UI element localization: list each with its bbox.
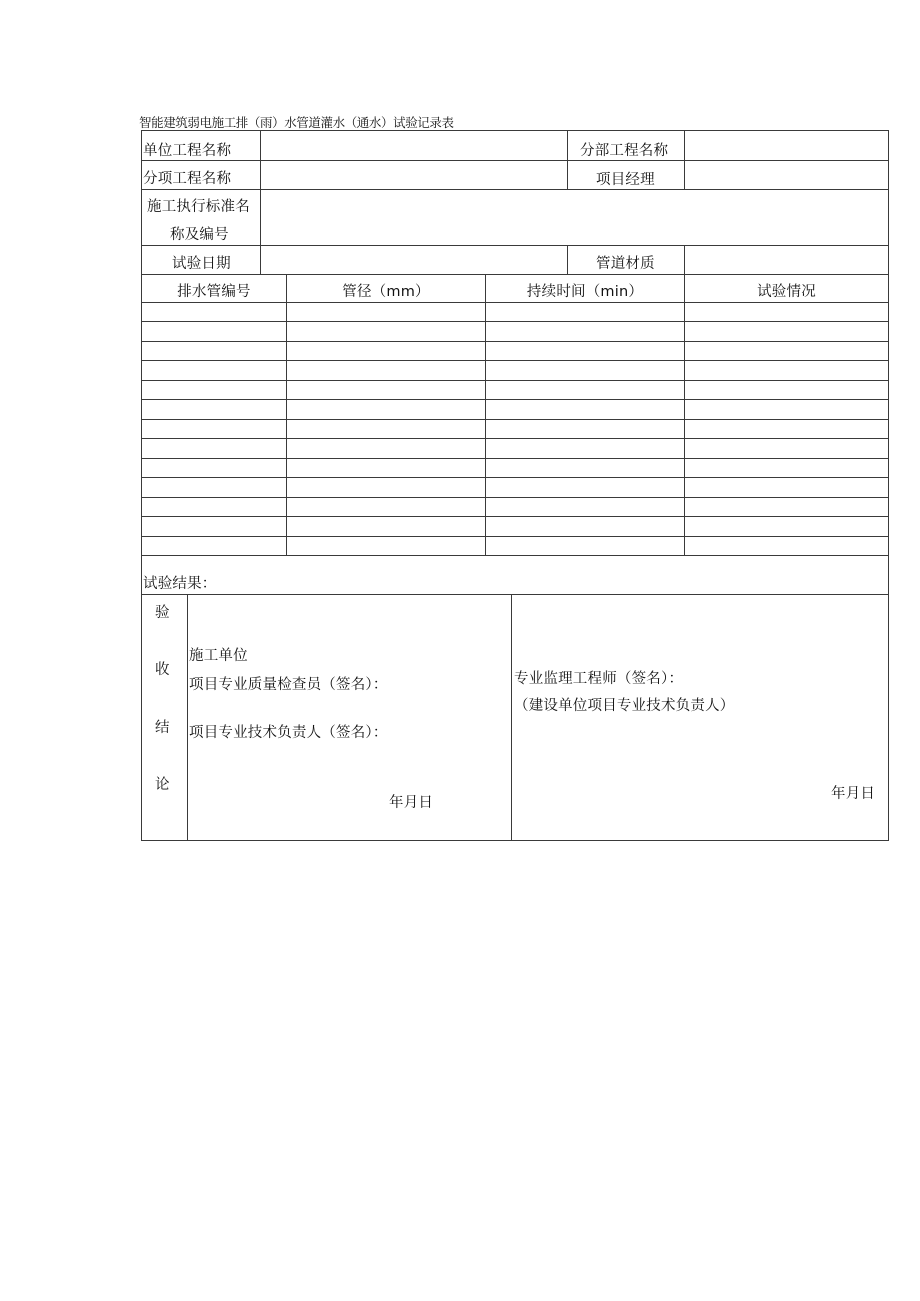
unit-project-field[interactable]	[264, 144, 564, 159]
pipe-material-label: 管道材质	[596, 256, 655, 272]
sub-project-label: 分部工程名称	[580, 143, 669, 159]
table-row[interactable]	[142, 400, 888, 419]
owner-note: （建设单位项目专业技术负责人）	[514, 698, 735, 714]
item-project-label: 分项工程名称	[143, 171, 232, 187]
sub-project-field[interactable]	[688, 144, 884, 159]
test-date-field[interactable]	[264, 257, 564, 272]
table-row[interactable]	[142, 478, 888, 497]
test-result-label: 试验结果：	[143, 576, 217, 592]
supervisor-signature[interactable]: 专业监理工程师（签名）：	[514, 671, 684, 687]
table-row[interactable]	[142, 381, 888, 399]
table-row[interactable]	[142, 342, 888, 360]
table-row[interactable]	[142, 439, 888, 458]
standard-label-line2: 称及编号	[170, 227, 229, 243]
col-header-test-status: 试验情况	[757, 284, 816, 300]
table-row[interactable]	[142, 517, 888, 536]
conclusion-char-4: 论	[155, 777, 170, 793]
standard-label-line1: 施工执行标准名	[147, 199, 250, 215]
conclusion-char-1: 验	[155, 605, 170, 621]
table-row[interactable]	[142, 498, 888, 516]
table-row[interactable]	[142, 361, 888, 380]
construction-unit-label: 施工单位	[189, 648, 248, 664]
col-header-duration: 持续时间（min）	[526, 284, 644, 300]
quality-inspector-signature[interactable]: 项目专业质量检查员（签名）：	[189, 677, 388, 693]
col-header-diameter: 管径（mm）	[342, 284, 430, 300]
table-row[interactable]	[142, 322, 888, 341]
col-header-pipe-no: 排水管编号	[177, 284, 251, 300]
manager-label: 项目经理	[596, 172, 655, 188]
conclusion-char-3: 结	[155, 720, 170, 736]
table-row[interactable]	[142, 303, 888, 321]
standard-field[interactable]	[264, 210, 884, 225]
table-row[interactable]	[142, 537, 888, 555]
pipe-material-field[interactable]	[688, 257, 884, 272]
document-title: 智能建筑弱电施工排（雨）水管道灌水（通水）试验记录表	[139, 115, 454, 130]
unit-project-label: 单位工程名称	[143, 143, 232, 159]
table-row[interactable]	[142, 420, 888, 438]
item-project-field[interactable]	[264, 172, 564, 187]
conclusion-char-2: 收	[155, 662, 170, 678]
left-date[interactable]: 年月日	[389, 795, 434, 811]
right-date[interactable]: 年月日	[831, 786, 876, 802]
test-date-label: 试验日期	[172, 256, 231, 272]
table-row[interactable]	[142, 459, 888, 477]
tech-lead-signature[interactable]: 项目专业技术负责人（签名）：	[189, 725, 388, 741]
manager-field[interactable]	[688, 173, 884, 188]
